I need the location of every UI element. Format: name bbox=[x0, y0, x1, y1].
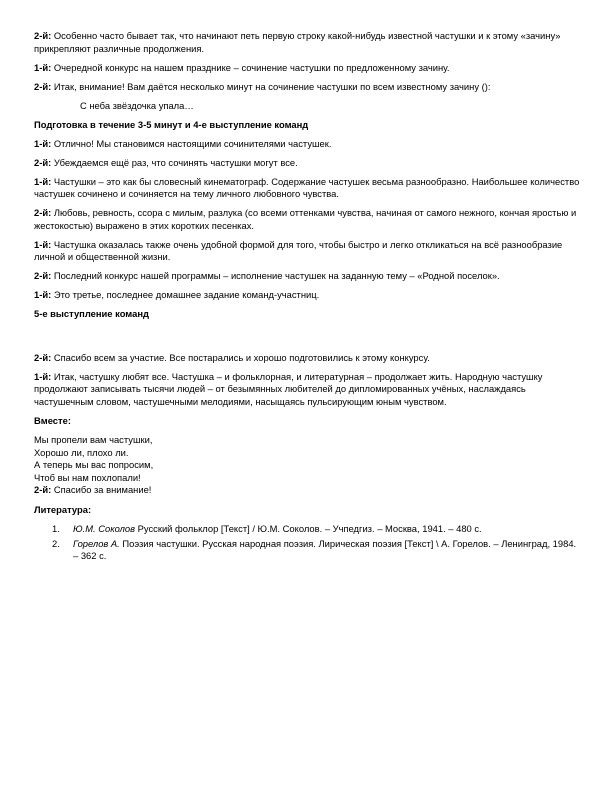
reference-item bbox=[52, 523, 580, 536]
dialogue-line bbox=[34, 207, 580, 232]
reference-author: Ю.М. Соколов bbox=[73, 523, 136, 535]
speaker-label: 1-й: bbox=[34, 175, 52, 187]
reference-number: 1. bbox=[52, 523, 60, 535]
reference-number: 2. bbox=[52, 537, 60, 549]
speaker-label: 2-й: bbox=[34, 270, 52, 282]
reference-text bbox=[73, 538, 580, 563]
blank-space bbox=[34, 328, 580, 352]
zachin-line: С неба звёздочка упала… bbox=[80, 99, 194, 111]
section-heading: Вместе: bbox=[34, 414, 71, 426]
dialogue-line bbox=[34, 239, 580, 264]
speaker-label: 2-й: bbox=[34, 484, 52, 496]
verse-line: Чтоб вы нам похлопали! bbox=[34, 471, 141, 483]
line-text: Частушки – это как бы словесный кинематограф. Содержание частушек весьма разнообразно. Наибольшее количество частушек сочинено и сочиняется на тему личного любовного чувства. bbox=[34, 175, 580, 200]
reference-body: Поэзия частушки. Русская народная поэзия. Лирическая поэзия [Текст] \ А. Горелов. – Ленинград, 1984. – 362 с. bbox=[73, 537, 577, 562]
dialogue-line bbox=[34, 157, 580, 170]
line-text: Отлично! Мы становимся настоящими сочинителями частушек. bbox=[51, 137, 332, 149]
reference-item bbox=[52, 538, 580, 563]
dialogue-line bbox=[34, 176, 580, 201]
dialogue-line bbox=[34, 30, 580, 55]
speaker-label: 2-й: bbox=[34, 80, 52, 92]
line-text: Любовь, ревность, ссора с милым, разлука (со всеми оттенками чувства, начиная от самого нежного, кончая яростью и жестокостью) выражено в этих коротких песенках. bbox=[34, 207, 577, 231]
line-text: Спасибо за внимание! bbox=[51, 484, 152, 496]
dialogue-line bbox=[34, 138, 580, 151]
section-heading: Литература: bbox=[34, 503, 92, 515]
dialogue-line bbox=[34, 81, 580, 94]
document-body bbox=[34, 30, 580, 565]
reference-list bbox=[34, 523, 580, 563]
line-text: Последний конкурс нашей программы – исполнение частушек на заданную тему – «Родной поселок». bbox=[51, 270, 500, 282]
line-text: Частушка оказалась также очень удобной формой для того, чтобы быстро и легко откликаться на всё разнообразие личной и общественной жизни. bbox=[34, 238, 563, 263]
dialogue-line bbox=[34, 352, 580, 365]
line-text: Итак, частушку любят все. Частушка – и фольклорная, и литературная – продолжает жить. Народную частушку продолжают записывать тысячи людей – от безымянных любителей до дипломированных учёных, наслаждаясь частушечным словом, частушечными мелодиями, насыщаясь пульсирующим юным чувством. bbox=[34, 370, 543, 407]
line-text: Очередной конкурс на нашем празднике – сочинение частушки по предложенному зачину. bbox=[51, 61, 450, 73]
speaker-label: 1-й: bbox=[34, 61, 52, 73]
verse-block bbox=[34, 434, 580, 497]
reference-text bbox=[73, 523, 482, 536]
speaker-label: 2-й: bbox=[34, 207, 52, 219]
verse-line: Хорошо ли, плохо ли. bbox=[34, 446, 129, 458]
section-heading: Подготовка в течение 3-5 минут и 4-е выступление команд bbox=[34, 118, 309, 130]
speaker-label: 1-й: bbox=[34, 289, 52, 301]
section-heading: 5-е выступление команд bbox=[34, 308, 149, 320]
speaker-label: 2-й: bbox=[34, 351, 52, 363]
dialogue-line bbox=[34, 289, 580, 302]
reference-body: Русский фольклор [Текст] / Ю.М. Соколов. – Учпедгиз. – Москва, 1941. – 480 с. bbox=[135, 523, 482, 535]
dialogue-line bbox=[34, 270, 580, 283]
speaker-label: 1-й: bbox=[34, 370, 52, 382]
line-text: Это третье, последнее домашнее задание команд-участниц. bbox=[51, 289, 320, 301]
dialogue-line bbox=[34, 62, 580, 75]
speaker-label: 2-й: bbox=[34, 30, 52, 41]
line-text: Спасибо всем за участие. Все постарались и хорошо подготовились к этому конкурсу. bbox=[51, 351, 430, 363]
speaker-label: 1-й: bbox=[34, 238, 52, 250]
reference-author: Горелов А. bbox=[73, 537, 120, 549]
line-text: Итак, внимание! Вам даётся несколько минут на сочинение частушки по всем известному зачину (): bbox=[51, 80, 491, 92]
verse-line: Мы пропели вам частушки, bbox=[34, 433, 153, 445]
speaker-label: 2-й: bbox=[34, 156, 52, 168]
line-text: Особенно часто бывает так, что начинают петь первую строку какой-нибудь известной частушки и к этому «зачину» прикрепляют различные продолжения. bbox=[34, 30, 561, 54]
dialogue-line bbox=[34, 484, 580, 497]
dialogue-line bbox=[34, 371, 580, 409]
verse-line: А теперь мы вас попросим, bbox=[34, 459, 154, 471]
speaker-label: 1-й: bbox=[34, 137, 52, 149]
line-text: Убеждаемся ещё раз, что сочинять частушки могут все. bbox=[51, 156, 298, 168]
